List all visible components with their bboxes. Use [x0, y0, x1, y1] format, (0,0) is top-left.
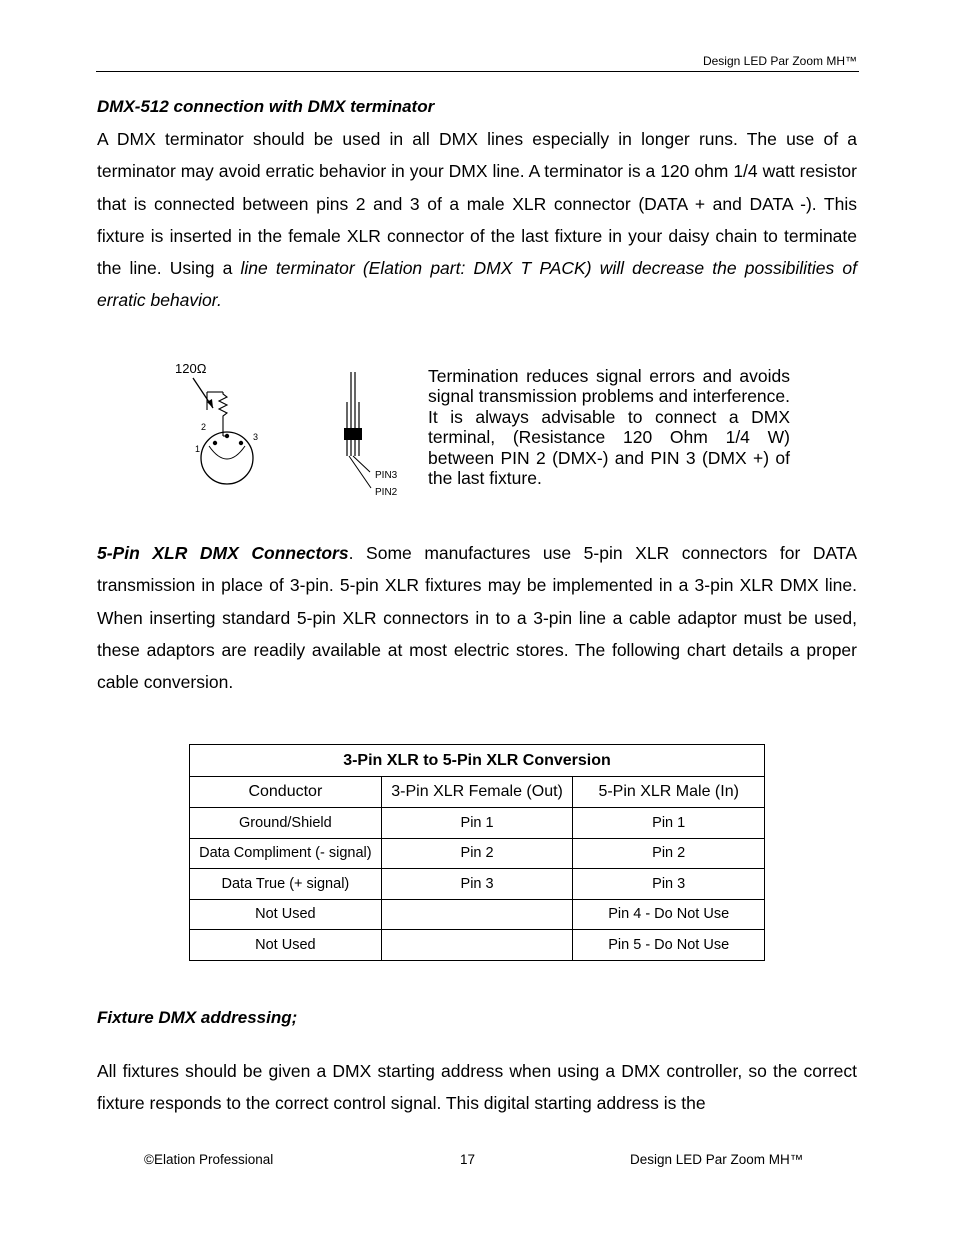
five-pin-paragraph-text: . Some manufactures use 5-pin XLR connectors for DATA transmission in place of 3-pin. 5-pin XLR fixtures may be implemented in a 3-pin XLR DMX line. When inserting standard 5-pin XLR connectors in to a 3-pin line a cable adaptor must be used, these adaptors are readily available at most electric stores. The following chart details a proper cable conversion. — [97, 543, 857, 693]
footer-right: Design LED Par Zoom MH™ — [630, 1152, 804, 1167]
footer-page-number: 17 — [460, 1152, 476, 1167]
pin2-label: PIN2 — [375, 487, 398, 498]
table-header-cell: 3-Pin XLR Female (Out) — [381, 777, 573, 808]
table-header-row — [190, 777, 765, 808]
section-title-terminator: DMX-512 connection with DMX terminator — [97, 97, 435, 116]
table-cell: Pin 2 — [573, 838, 765, 869]
terminator-paragraph — [97, 123, 857, 317]
pin-label-2: 2 — [201, 422, 207, 432]
terminator-paragraph-text: A DMX terminator should be used in all DMX lines especially in longer runs. The use of a terminator may avoid erratic behavior in your DMX line. A terminator is a 120 ohm 1/4 watt resistor that is connected between pins 2 and 3 of a male XLR connector (DATA + and DATA -). This fixture is inserted in the female XLR connector of the last fixture in your daisy chain to terminate the line. Using a — [97, 129, 857, 279]
pin-label-1: 1 — [195, 444, 201, 454]
table-cell — [381, 899, 573, 930]
table-row — [190, 869, 765, 900]
table-cell — [381, 930, 573, 961]
five-pin-section-title: 5-Pin XLR DMX Connectors — [97, 543, 349, 563]
section-title-addressing: Fixture DMX addressing; — [97, 1008, 298, 1027]
table-header-cell: Conductor — [190, 777, 382, 808]
page-header-title: Design LED Par Zoom MH™ — [702, 54, 857, 68]
conversion-table — [189, 744, 765, 961]
pin-label-3: 3 — [253, 432, 259, 442]
table-cell: Data True (+ signal) — [190, 869, 382, 900]
table-cell: Pin 1 — [573, 808, 765, 839]
table-cell: Pin 5 - Do Not Use — [573, 930, 765, 961]
five-pin-paragraph — [97, 537, 857, 698]
table-cell: Not Used — [190, 899, 382, 930]
table-cell: Pin 4 - Do Not Use — [573, 899, 765, 930]
table-cell: Pin 2 — [381, 838, 573, 869]
pin3-label: PIN3 — [375, 470, 398, 481]
header-rule — [96, 71, 859, 72]
table-row — [190, 930, 765, 961]
resistor-label: 120Ω — [175, 361, 207, 376]
table-row — [190, 899, 765, 930]
table-cell: Ground/Shield — [190, 808, 382, 839]
table-cell: Pin 3 — [381, 869, 573, 900]
addressing-paragraph: All fixtures should be given a DMX starting address when using a DMX controller, so the correct fixture responds to the correct control signal. This digital starting address is the — [97, 1061, 857, 1114]
table-row — [190, 808, 765, 839]
terminator-paragraph-italic: line terminator (Elation part: DMX T PACK) will decrease the possibilities of erratic behavior. — [97, 258, 858, 311]
footer-left: ©Elation Professional — [144, 1152, 274, 1167]
table-cell: Not Used — [190, 930, 382, 961]
table-row — [190, 838, 765, 869]
table-cell: Data Compliment (- signal) — [190, 838, 382, 869]
table-cell: Pin 3 — [573, 869, 765, 900]
table-cell: Pin 1 — [381, 808, 573, 839]
table-header-cell: 5-Pin XLR Male (In) — [573, 777, 765, 808]
xlr-terminator-diagram — [165, 352, 415, 502]
termination-side-note: Termination reduces signal errors and avoids signal transmission problems and interference. It is always advisable to connect a DMX terminal, (Resistance 120 Ohm 1/4 W) between PIN 2 (DMX-) and PIN 3 (DMX +) of the last fixture. — [428, 366, 790, 489]
conversion-table-title: 3-Pin XLR to 5-Pin XLR Conversion — [190, 745, 765, 777]
